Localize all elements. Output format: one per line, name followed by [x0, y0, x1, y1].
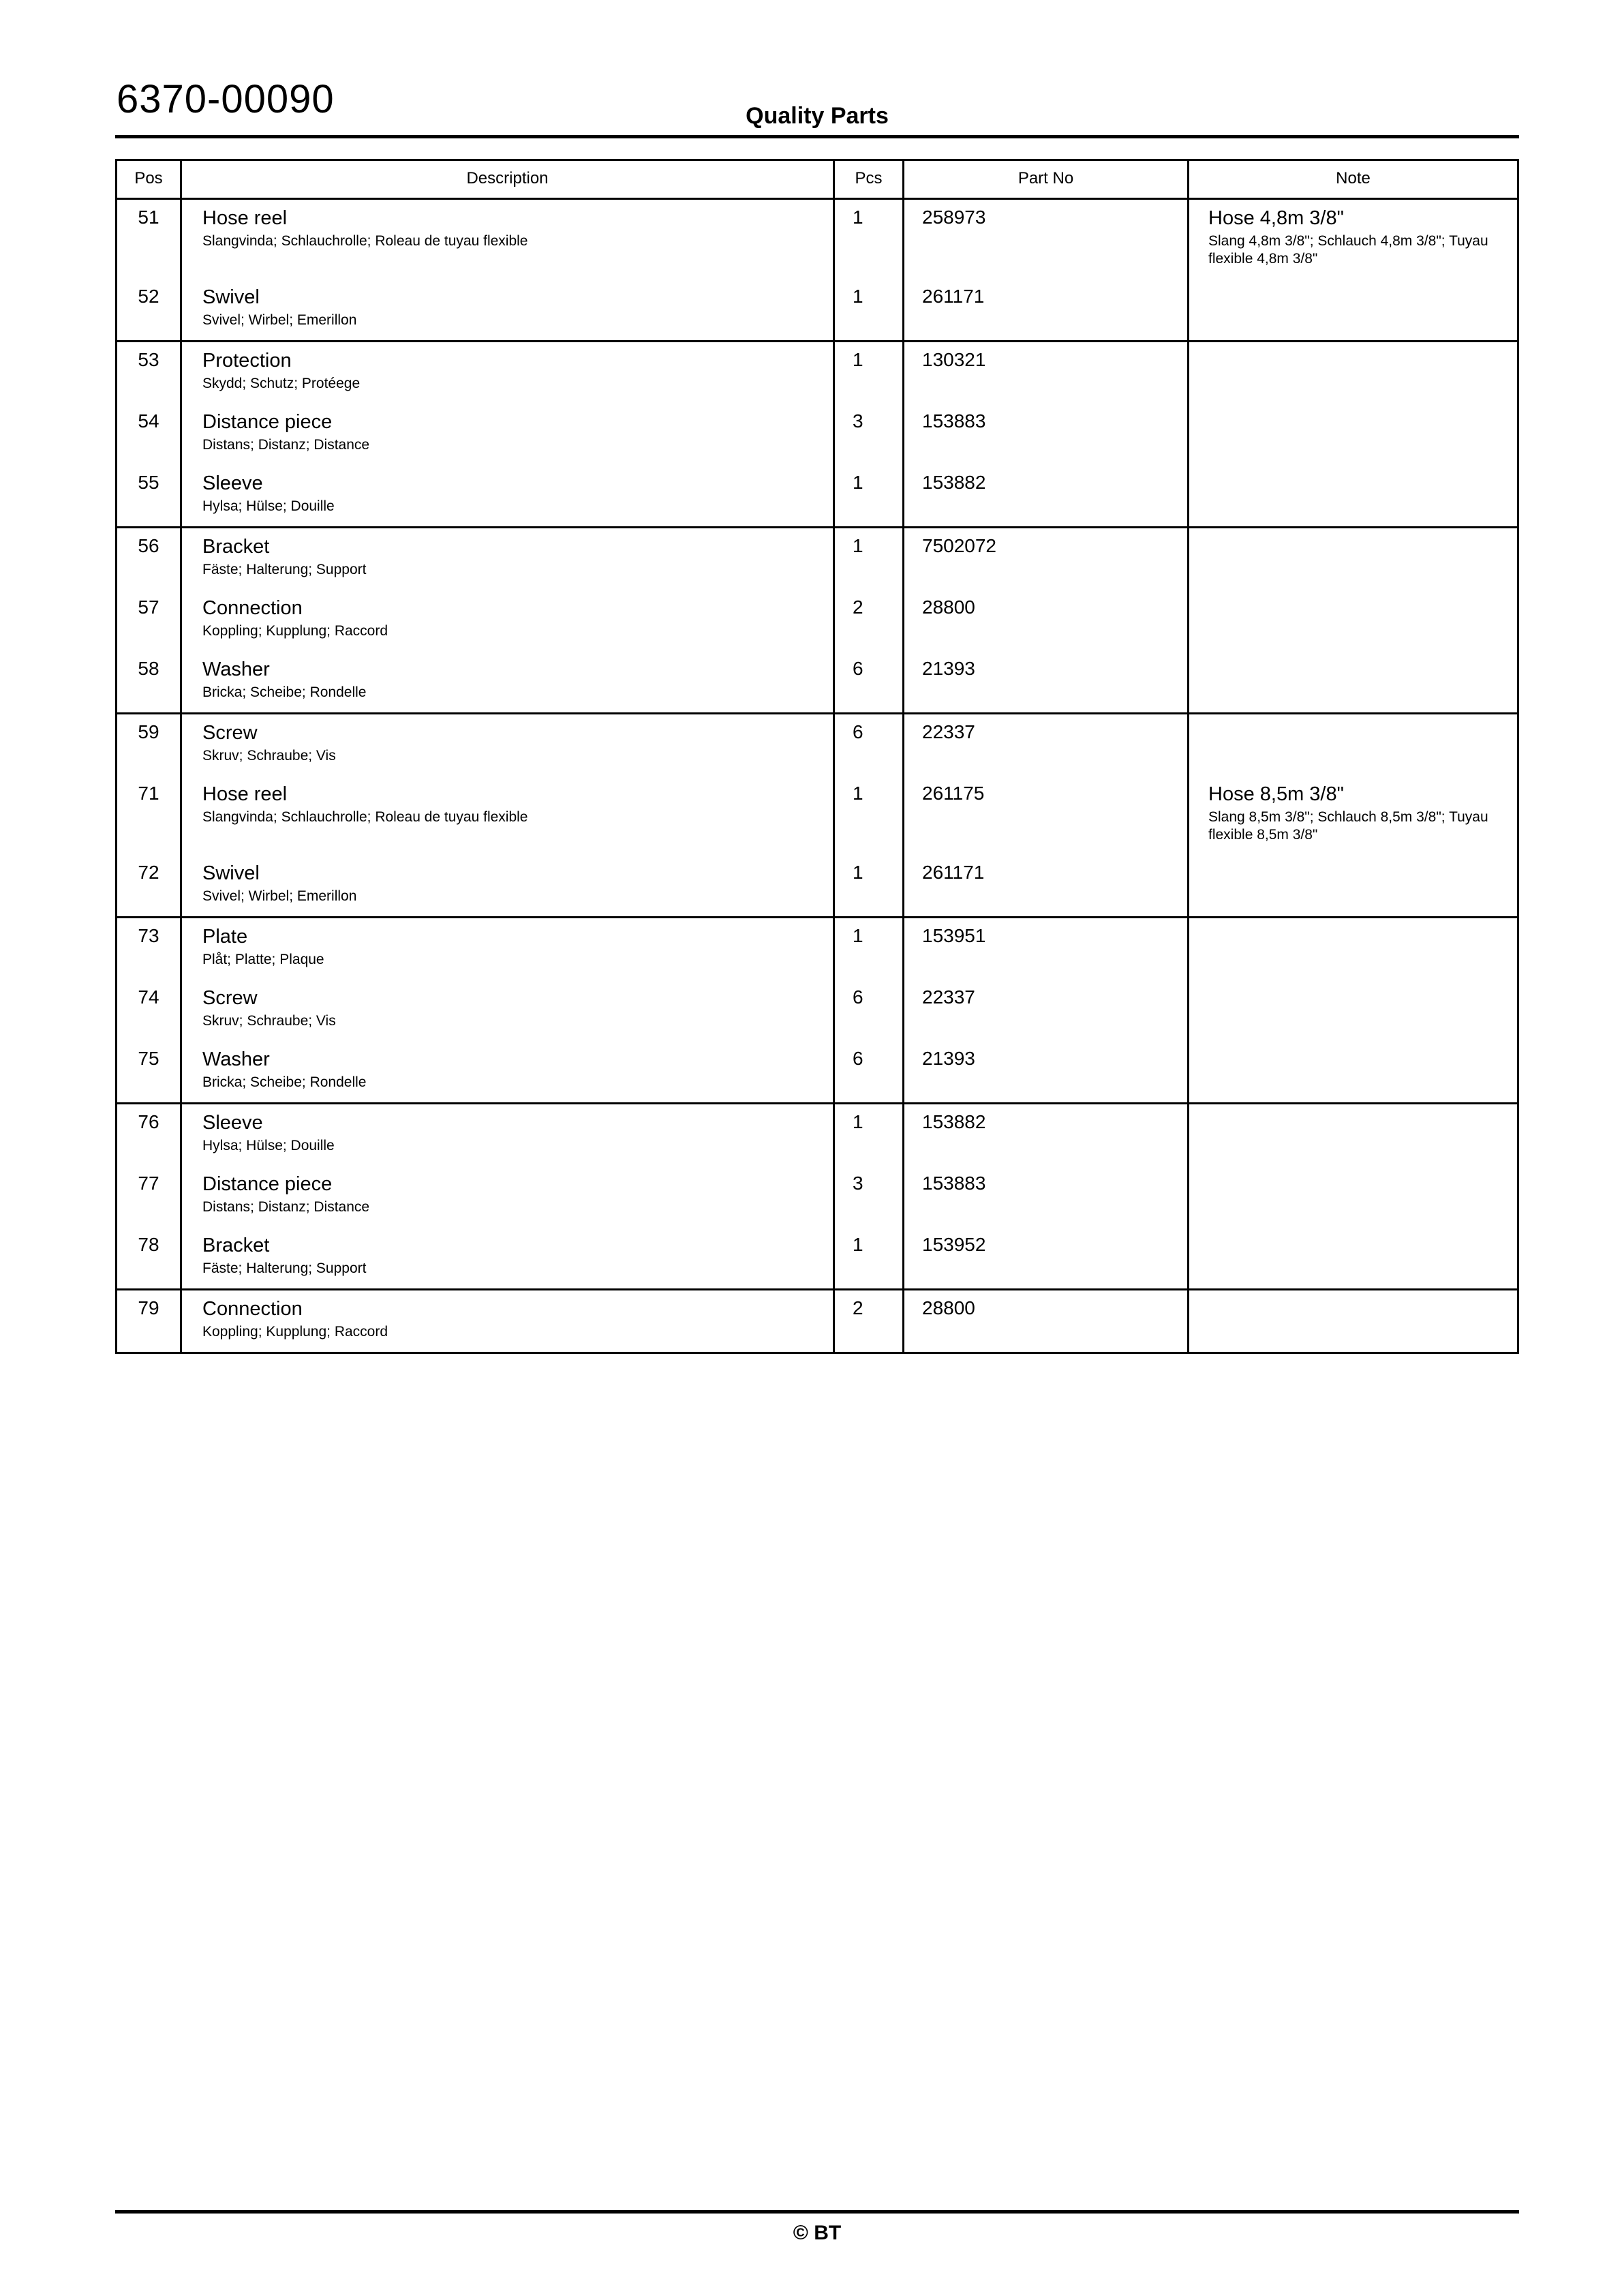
description-cell	[181, 590, 834, 651]
pos-cell: 55	[117, 465, 181, 528]
partno-cell: 7502072	[904, 528, 1189, 590]
parts-table	[115, 159, 1519, 1354]
description-cell	[181, 1104, 834, 1166]
description-text: Hose reel	[202, 207, 288, 229]
description-text: Washer	[202, 659, 270, 680]
description-translations: Svivel; Wirbel; Emerillon	[202, 312, 357, 328]
description-translations: Bricka; Scheibe; Rondelle	[202, 684, 367, 700]
description-text: Connection	[202, 597, 303, 619]
table-row	[117, 199, 1518, 280]
description-translations: Fäste; Halterung; Support	[202, 562, 367, 577]
description-translations: Plåt; Platte; Plaque	[202, 952, 324, 967]
description-text: Distance piece	[202, 411, 333, 433]
note-cell	[1189, 1104, 1518, 1166]
footer-copyright: © BT	[793, 2222, 842, 2244]
pcs-cell: 3	[834, 404, 904, 465]
description-text: Screw	[202, 987, 258, 1009]
partno-cell: 153882	[904, 1104, 1189, 1166]
note-cell	[1189, 980, 1518, 1041]
pos-cell: 74	[117, 980, 181, 1041]
table-row	[117, 1166, 1518, 1227]
row-group	[117, 1290, 1518, 1353]
description-translations: Distans; Distanz; Distance	[202, 1199, 370, 1215]
note-cell	[1189, 776, 1518, 855]
description-cell	[181, 1041, 834, 1104]
pcs-cell: 3	[834, 1166, 904, 1227]
table-row	[117, 776, 1518, 855]
description-cell	[181, 855, 834, 918]
partno-cell: 261171	[904, 855, 1189, 918]
pcs-cell: 2	[834, 1290, 904, 1353]
description-translations: Koppling; Kupplung; Raccord	[202, 1324, 388, 1340]
footer-rule	[115, 2210, 1519, 2214]
note-cell	[1189, 1166, 1518, 1227]
document-page	[115, 76, 1519, 1354]
description-text: Sleeve	[202, 472, 263, 494]
pcs-cell: 1	[834, 1104, 904, 1166]
description-translations: Distans; Distanz; Distance	[202, 437, 370, 453]
note-cell	[1189, 714, 1518, 776]
table-row	[117, 528, 1518, 590]
partno-cell: 258973	[904, 199, 1189, 280]
column-header-pcs: Pcs	[834, 160, 904, 199]
note-cell	[1189, 918, 1518, 980]
partno-cell: 261175	[904, 776, 1189, 855]
pos-cell: 57	[117, 590, 181, 651]
description-translations: Skruv; Schraube; Vis	[202, 748, 336, 764]
description-text: Swivel	[202, 862, 260, 884]
pcs-cell: 1	[834, 528, 904, 590]
row-group	[117, 918, 1518, 1104]
description-text: Screw	[202, 722, 258, 744]
description-cell	[181, 342, 834, 404]
column-header-description: Description	[181, 160, 834, 199]
row-group	[117, 714, 1518, 918]
pcs-cell: 1	[834, 279, 904, 342]
description-translations: Skydd; Schutz; Protéege	[202, 376, 361, 391]
pos-cell: 76	[117, 1104, 181, 1166]
pos-cell: 78	[117, 1227, 181, 1290]
pos-cell: 79	[117, 1290, 181, 1353]
table-header-row	[117, 160, 1518, 199]
table-row	[117, 279, 1518, 342]
table-row	[117, 1041, 1518, 1104]
table-row	[117, 465, 1518, 528]
note-cell	[1189, 342, 1518, 404]
note-cell	[1189, 199, 1518, 280]
table-row	[117, 1290, 1518, 1353]
pos-cell: 59	[117, 714, 181, 776]
pos-cell: 77	[117, 1166, 181, 1227]
table-row	[117, 855, 1518, 918]
row-group	[117, 342, 1518, 528]
pcs-cell: 6	[834, 651, 904, 714]
pos-cell: 53	[117, 342, 181, 404]
column-header-partno: Part No	[904, 160, 1189, 199]
table-row	[117, 342, 1518, 404]
description-cell	[181, 1290, 834, 1353]
description-cell	[181, 1227, 834, 1290]
pcs-cell: 1	[834, 918, 904, 980]
partno-cell: 22337	[904, 714, 1189, 776]
pcs-cell: 1	[834, 199, 904, 280]
pos-cell: 54	[117, 404, 181, 465]
partno-cell: 153883	[904, 1166, 1189, 1227]
pos-cell: 58	[117, 651, 181, 714]
description-translations: Hylsa; Hülse; Douille	[202, 498, 335, 514]
description-text: Sleeve	[202, 1112, 263, 1134]
pos-cell: 71	[117, 776, 181, 855]
note-cell	[1189, 279, 1518, 342]
description-translations: Slangvinda; Schlauchrolle; Roleau de tuyau flexible	[202, 809, 528, 825]
page-title: Quality Parts	[746, 103, 889, 129]
description-text: Bracket	[202, 536, 270, 558]
pcs-cell: 1	[834, 465, 904, 528]
note-cell	[1189, 855, 1518, 918]
table-row	[117, 714, 1518, 776]
note-cell	[1189, 404, 1518, 465]
description-translations: Bricka; Scheibe; Rondelle	[202, 1074, 367, 1090]
description-translations: Svivel; Wirbel; Emerillon	[202, 888, 357, 904]
pos-cell: 73	[117, 918, 181, 980]
description-cell	[181, 714, 834, 776]
note-translations: Slang 8,5m 3/8"; Schlauch 8,5m 3/8"; Tuyau flexible 8,5m 3/8"	[1208, 809, 1488, 843]
pcs-cell: 1	[834, 1227, 904, 1290]
description-cell	[181, 776, 834, 855]
note-text: Hose 8,5m 3/8"	[1208, 783, 1344, 805]
description-text: Distance piece	[202, 1173, 333, 1195]
description-translations: Hylsa; Hülse; Douille	[202, 1138, 335, 1153]
page-footer	[115, 2210, 1519, 2245]
table-row	[117, 980, 1518, 1041]
description-cell	[181, 980, 834, 1041]
description-cell	[181, 404, 834, 465]
pcs-cell: 6	[834, 714, 904, 776]
pcs-cell: 1	[834, 342, 904, 404]
page-header	[115, 76, 1519, 128]
description-text: Swivel	[202, 286, 260, 308]
description-translations: Slangvinda; Schlauchrolle; Roleau de tuyau flexible	[202, 233, 528, 249]
row-group	[117, 199, 1518, 342]
partno-cell: 153883	[904, 404, 1189, 465]
row-group	[117, 1104, 1518, 1290]
note-translations: Slang 4,8m 3/8"; Schlauch 4,8m 3/8"; Tuyau flexible 4,8m 3/8"	[1208, 233, 1488, 267]
note-text: Hose 4,8m 3/8"	[1208, 207, 1344, 229]
description-translations: Koppling; Kupplung; Raccord	[202, 623, 388, 639]
partno-cell: 28800	[904, 1290, 1189, 1353]
table-row	[117, 918, 1518, 980]
pcs-cell: 6	[834, 1041, 904, 1104]
table-row	[117, 590, 1518, 651]
note-cell	[1189, 1290, 1518, 1353]
note-cell	[1189, 465, 1518, 528]
description-text: Protection	[202, 350, 292, 372]
description-cell	[181, 1166, 834, 1227]
description-text: Washer	[202, 1048, 270, 1070]
partno-cell: 21393	[904, 1041, 1189, 1104]
note-cell	[1189, 528, 1518, 590]
pcs-cell: 6	[834, 980, 904, 1041]
partno-cell: 28800	[904, 590, 1189, 651]
note-cell	[1189, 651, 1518, 714]
table-row	[117, 404, 1518, 465]
description-cell	[181, 199, 834, 280]
pcs-cell: 1	[834, 776, 904, 855]
description-cell	[181, 528, 834, 590]
partno-cell: 261171	[904, 279, 1189, 342]
description-translations: Skruv; Schraube; Vis	[202, 1013, 336, 1029]
partno-cell: 21393	[904, 651, 1189, 714]
partno-cell: 130321	[904, 342, 1189, 404]
doc-number: 6370-00090	[117, 77, 335, 121]
note-cell	[1189, 590, 1518, 651]
pos-cell: 75	[117, 1041, 181, 1104]
header-rule	[115, 135, 1519, 138]
description-cell	[181, 465, 834, 528]
column-header-pos: Pos	[117, 160, 181, 199]
description-cell	[181, 279, 834, 342]
partno-cell: 153951	[904, 918, 1189, 980]
note-cell	[1189, 1227, 1518, 1290]
description-translations: Fäste; Halterung; Support	[202, 1260, 367, 1276]
table-row	[117, 1227, 1518, 1290]
table-row	[117, 651, 1518, 714]
row-group	[117, 528, 1518, 714]
partno-cell: 153952	[904, 1227, 1189, 1290]
pos-cell: 51	[117, 199, 181, 280]
description-text: Plate	[202, 926, 248, 948]
description-text: Hose reel	[202, 783, 288, 805]
partno-cell: 22337	[904, 980, 1189, 1041]
description-cell	[181, 918, 834, 980]
pos-cell: 72	[117, 855, 181, 918]
pcs-cell: 2	[834, 590, 904, 651]
note-cell	[1189, 1041, 1518, 1104]
description-text: Bracket	[202, 1235, 270, 1256]
pcs-cell: 1	[834, 855, 904, 918]
partno-cell: 153882	[904, 465, 1189, 528]
pos-cell: 52	[117, 279, 181, 342]
table-row	[117, 1104, 1518, 1166]
column-header-note: Note	[1189, 160, 1518, 199]
description-cell	[181, 651, 834, 714]
pos-cell: 56	[117, 528, 181, 590]
description-text: Connection	[202, 1298, 303, 1320]
